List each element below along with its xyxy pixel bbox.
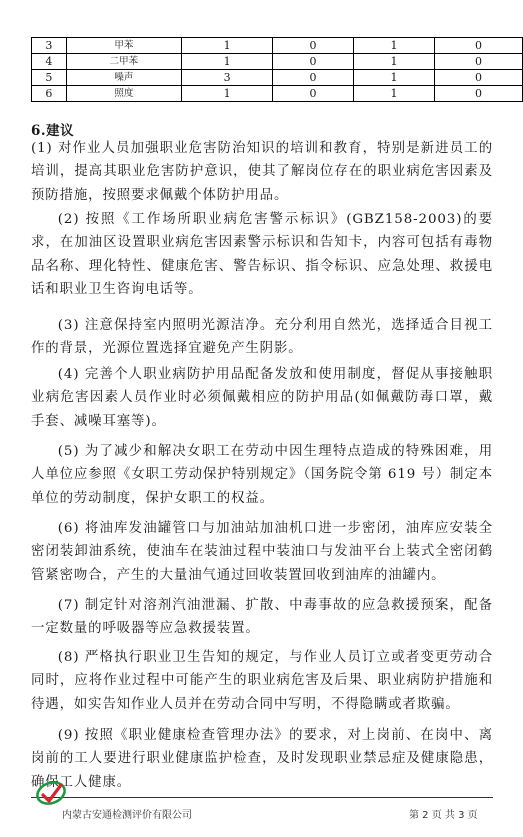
table-cell: 甲苯: [66, 38, 182, 54]
company-logo-icon: [34, 776, 68, 810]
table-row: [32, 86, 523, 102]
section-heading: 6.建议: [31, 123, 75, 139]
table-row: [32, 54, 523, 70]
table-cell: 1: [182, 38, 273, 54]
footer-page-number: 第 2 页 共 3 页: [409, 810, 478, 821]
table-cell: 1: [354, 86, 435, 102]
table-row: [32, 38, 523, 54]
table-cell: 0: [435, 54, 523, 70]
table-cell: 0: [435, 86, 523, 102]
table-cell: 5: [32, 70, 67, 86]
recommendation-paragraph: (6) 将油库发油罐管口与加油站加油机口进一步密闭，油库应安装全密闭装卸油系统，使油车在装油过程中装油口与发油平台上装式全密闭鹤管紧密吻合，产生的大量油气通过回收装置回收到油库的油罐内。: [31, 521, 493, 583]
footer-divider: [31, 797, 493, 798]
table-cell: 二甲苯: [66, 54, 182, 70]
recommendation-paragraph: (1) 对作业人员加强职业危害防治知识的培训和教育，特别是新进员工的培训，提高其职业危害防护意识，使其了解岗位存在的职业病危害因素及预防措施，按照要求佩戴个体防护用品。: [31, 141, 493, 203]
table-cell: 1: [354, 70, 435, 86]
table-cell: 1: [354, 38, 435, 54]
table-cell: 4: [32, 54, 67, 70]
table-cell: 0: [435, 38, 523, 54]
footer-company-name: 内蒙古安通检测评价有限公司: [62, 810, 192, 821]
recommendation-paragraph: (7) 制定针对溶剂汽油泄漏、扩散、中毒事故的应急救援预案，配备一定数量的呼吸器等应急救援装置。: [31, 598, 493, 637]
table-cell: 3: [182, 70, 273, 86]
table-cell: 1: [182, 86, 273, 102]
recommendation-paragraph: (8) 严格执行职业卫生告知的规定，与作业人员订立或者变更劳动合同时，应将作业过程中可能产生的职业病危害及后果、职业病防护措施和待遇，如实告知作业人员并在劳动合同中写明，不得隐瞒或者欺骗。: [31, 650, 493, 712]
table-row: [32, 70, 523, 86]
table-cell: 0: [273, 54, 354, 70]
recommendation-paragraph: (4) 完善个人职业病防护用品配备发放和使用制度，督促从事接触职业病危害因素人员作业时必须佩戴相应的防护用品(如佩戴防毒口罩，戴手套、减噪耳塞等)。: [31, 367, 493, 429]
table-cell: 0: [273, 38, 354, 54]
table-cell: 1: [182, 54, 273, 70]
table-cell: 6: [32, 86, 67, 102]
recommendation-paragraph: (3) 注意保持室内照明光源洁净。充分利用自然光，选择适合目视工作的背景，光源位置选择宜避免产生阴影。: [31, 318, 493, 357]
table-cell: 照度: [66, 86, 182, 102]
table-cell: 3: [32, 38, 67, 54]
recommendation-paragraph: (9) 按照《职业健康检查管理办法》的要求，对上岗前、在岗中、离岗前的工人要进行职业健康监护检查，及时发现职业禁忌症及健康隐患，确保工人健康。: [31, 728, 493, 790]
hazard-summary-table: [31, 37, 523, 102]
table-cell: 0: [273, 70, 354, 86]
recommendation-paragraph: (2) 按照《工作场所职业病危害警示标识》(GBZ158-2003)的要求，在加油区设置职业病危害因素警示标识和告知卡，内容可包括有毒物品名称、理化特性、健康危害、警告标识、指令标识、应急处理、救援电话和职业卫生咨询电话等。: [31, 212, 493, 298]
table-cell: 0: [435, 70, 523, 86]
recommendation-paragraph: (5) 为了减少和解决女职工在劳动中因生理特点造成的特殊困难，用人单位应参照《女职工劳动保护特别规定》（国务院令第 619 号）制定本单位的劳动制度，保护女职工的权益。: [31, 444, 493, 506]
table-cell: 0: [273, 86, 354, 102]
table-cell: 1: [354, 54, 435, 70]
table-cell: 噪声: [66, 70, 182, 86]
